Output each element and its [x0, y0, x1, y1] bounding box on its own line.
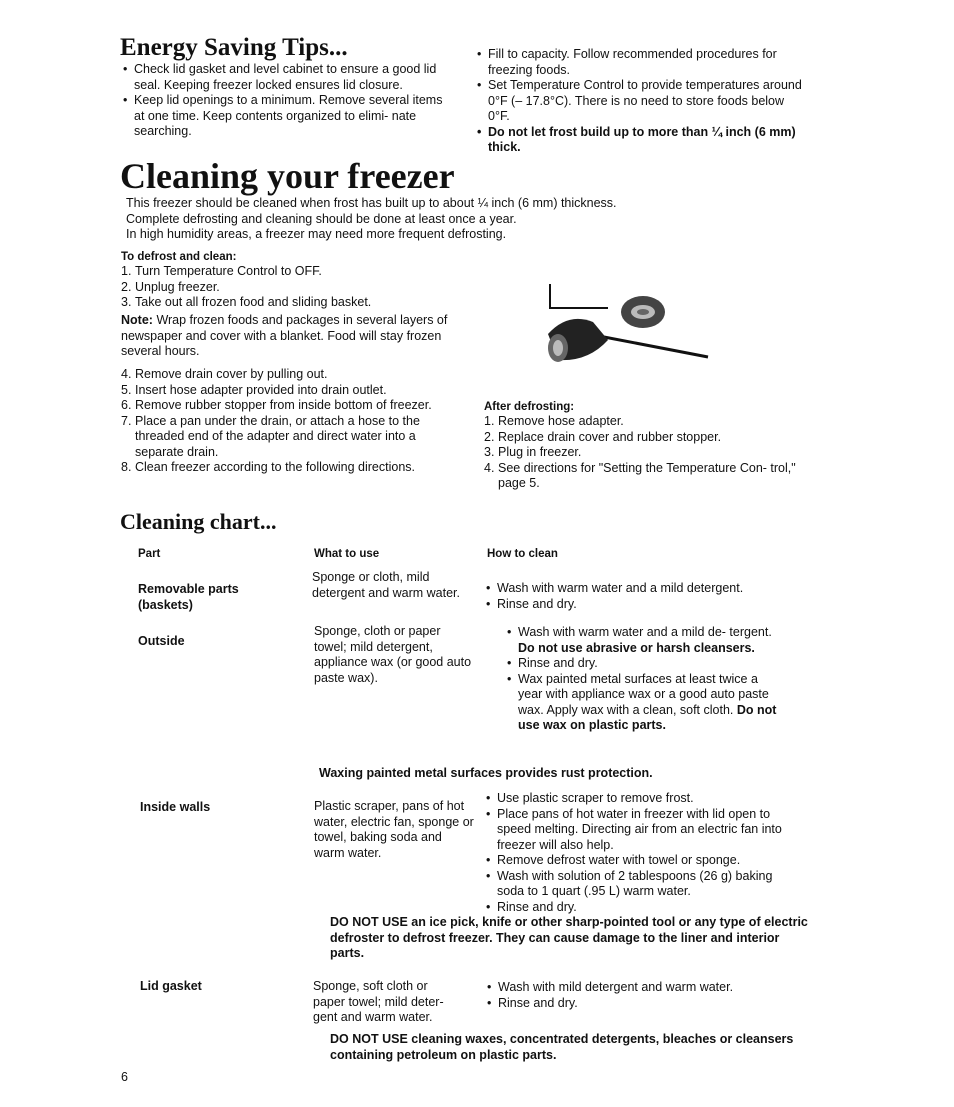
step-number: 1.	[121, 264, 132, 278]
intro-line: Complete defrosting and cleaning should be done at least once a year.	[126, 211, 517, 226]
part-inside-walls: Inside walls	[140, 800, 211, 814]
list-item	[507, 625, 777, 656]
list-item	[484, 461, 814, 492]
list-item	[121, 280, 456, 296]
energy-heading: Energy Saving Tips...	[120, 34, 348, 61]
list-item: • Wash with solution of 2 tablespoons (26 g) baking soda to 1 quart (.95 L) warm water.	[486, 869, 796, 900]
after-defrost-steps	[484, 414, 814, 492]
how-lid-gasket	[487, 980, 797, 1011]
list-item: • Wash with mild detergent and warm water.	[487, 980, 797, 996]
what-lid-gasket: Sponge, soft cloth or paper towel; mild deter- gent and warm water.	[313, 979, 444, 1024]
step-number: 1.	[484, 414, 495, 428]
how-bold: Do not use wax on plastic parts.	[518, 702, 777, 732]
list-item: • Rinse and dry.	[486, 597, 806, 613]
step-text: See directions for "Setting the Temperature Con- trol," page 5.	[498, 460, 796, 490]
cleaning-title: Cleaning your freezer	[120, 156, 455, 196]
energy-left-list	[123, 62, 453, 140]
step-number: 6.	[121, 398, 132, 412]
step-text: Plug in freezer.	[498, 445, 582, 459]
hose-adapter-illustration	[528, 282, 718, 372]
frost-warning: • Do not let frost build up to more than ¼ inch (6 mm) thick.	[477, 125, 807, 156]
step-text: Remove rubber stopper from inside bottom of freezer.	[135, 398, 432, 412]
cleaning-intro	[126, 196, 726, 243]
step-text: Insert hose adapter provided into drain outlet.	[135, 382, 387, 397]
step-number: 8.	[121, 460, 132, 474]
step-number: 4.	[484, 460, 495, 475]
list-item: • Wash with warm water and a mild detergent.	[486, 581, 806, 597]
after-defrost-heading: After defrosting:	[484, 401, 575, 413]
list-item: • Remove defrost water with towel or sponge.	[486, 853, 796, 869]
list-item	[121, 460, 456, 476]
step-text: Place a pan under the drain, or attach a hose to the threaded end of the adapter and direct water into a separate drain.	[135, 413, 420, 459]
list-item: • Rinse and dry.	[507, 656, 777, 672]
list-item	[121, 383, 456, 399]
list-item	[507, 672, 777, 734]
step-number: 7.	[121, 413, 132, 428]
list-item	[484, 414, 814, 430]
page-number: 6	[121, 1070, 128, 1084]
step-number: 2.	[484, 429, 495, 444]
how-outside	[507, 625, 777, 734]
how-bold: Do not use abrasive or harsh cleansers.	[518, 640, 755, 655]
what-outside: Sponge, cloth or paper towel; mild detergent, appliance wax (or good auto paste wax).	[314, 624, 472, 685]
note-label: Note:	[121, 313, 153, 327]
how-text: Wax painted metal surfaces at least twice a year with appliance wax or a good auto paste wax. Apply wax with a clean, soft cloth.	[518, 671, 769, 717]
how-text: Wash with warm water and a mild de- tergent.	[518, 625, 772, 639]
energy-right-list	[477, 47, 807, 156]
list-item: • Check lid gasket and level cabinet to ensure a good lid seal. Keeping freezer locked ensures lid closure.	[123, 62, 453, 93]
step-text: Clean freezer according to the following directions.	[135, 460, 416, 474]
list-item: • Place pans of hot water in freezer with lid open to speed melting. Directing air from an electric fan into freezer will also help.	[486, 807, 796, 854]
note-paragraph	[121, 313, 456, 360]
list-item: • Fill to capacity. Follow recommended procedures for freezing foods.	[477, 47, 807, 78]
lid-gasket-warning: DO NOT USE cleaning waxes, concentrated detergents, bleaches or cleansers containing petroleum on plastic parts.	[330, 1032, 794, 1062]
column-header-how: How to clean	[487, 548, 558, 560]
list-item: • Set Temperature Control to provide temperatures around 0°F (– 17.8°C). There is no need to store foods below 0°F.	[477, 78, 807, 125]
list-item	[121, 414, 456, 461]
step-text: Remove hose adapter.	[498, 414, 624, 428]
step-number: 3.	[484, 445, 495, 459]
inside-walls-warning: DO NOT USE an ice pick, knife or other sharp-pointed tool or any type of electric defroster to defrost freezer. They can cause damage to the liner and interior parts.	[330, 915, 808, 960]
how-inside-walls	[486, 791, 796, 915]
step-text: Take out all frozen food and sliding basket.	[135, 295, 372, 309]
list-item	[484, 430, 814, 446]
step-text: Remove drain cover by pulling out.	[135, 367, 328, 381]
part-outside: Outside	[138, 634, 185, 648]
step-text: Turn Temperature Control to OFF.	[135, 264, 322, 278]
step-text: Replace drain cover and rubber stopper.	[498, 429, 722, 444]
step-number: 5.	[121, 382, 132, 397]
part-removable: Removable parts (baskets)	[138, 582, 239, 612]
what-inside-walls: Plastic scraper, pans of hot water, electric fan, sponge or towel, baking soda and warm water.	[314, 799, 474, 860]
what-removable: Sponge or cloth, mild detergent and warm water.	[312, 570, 460, 600]
list-item	[121, 398, 456, 414]
step-text: Unplug freezer.	[135, 279, 220, 294]
step-number: 2.	[121, 279, 132, 294]
step-number: 3.	[121, 295, 132, 309]
step-number: 4.	[121, 367, 132, 381]
column-header-what: What to use	[314, 548, 380, 560]
defrost-heading: To defrost and clean:	[121, 251, 237, 263]
list-item	[121, 264, 456, 280]
defrost-steps-b	[121, 367, 456, 476]
list-item	[121, 367, 456, 383]
list-item	[121, 295, 456, 311]
defrost-steps-a	[121, 264, 456, 311]
part-lid-gasket: Lid gasket	[140, 979, 202, 993]
list-item: • Keep lid openings to a minimum. Remove several items at one time. Keep contents organized to elimi- nate searching.	[123, 93, 453, 140]
note-text: Wrap frozen foods and packages in several layers of newspaper and cover with a blanket. Food will stay frozen several hours.	[121, 313, 448, 358]
list-item: • Rinse and dry.	[487, 996, 797, 1012]
list-item	[484, 445, 814, 461]
list-item: • Use plastic scraper to remove frost.	[486, 791, 796, 807]
intro-line: In high humidity areas, a freezer may need more frequent defrosting.	[126, 227, 507, 241]
chart-heading: Cleaning chart...	[120, 509, 277, 534]
column-header-part: Part	[138, 548, 161, 560]
list-item: • Rinse and dry.	[486, 900, 796, 916]
rust-protection-note: Waxing painted metal surfaces provides rust protection.	[319, 766, 653, 780]
intro-line: This freezer should be cleaned when frost has built up to about ¼ inch (6 mm) thickness.	[126, 196, 617, 210]
how-removable	[486, 581, 806, 612]
